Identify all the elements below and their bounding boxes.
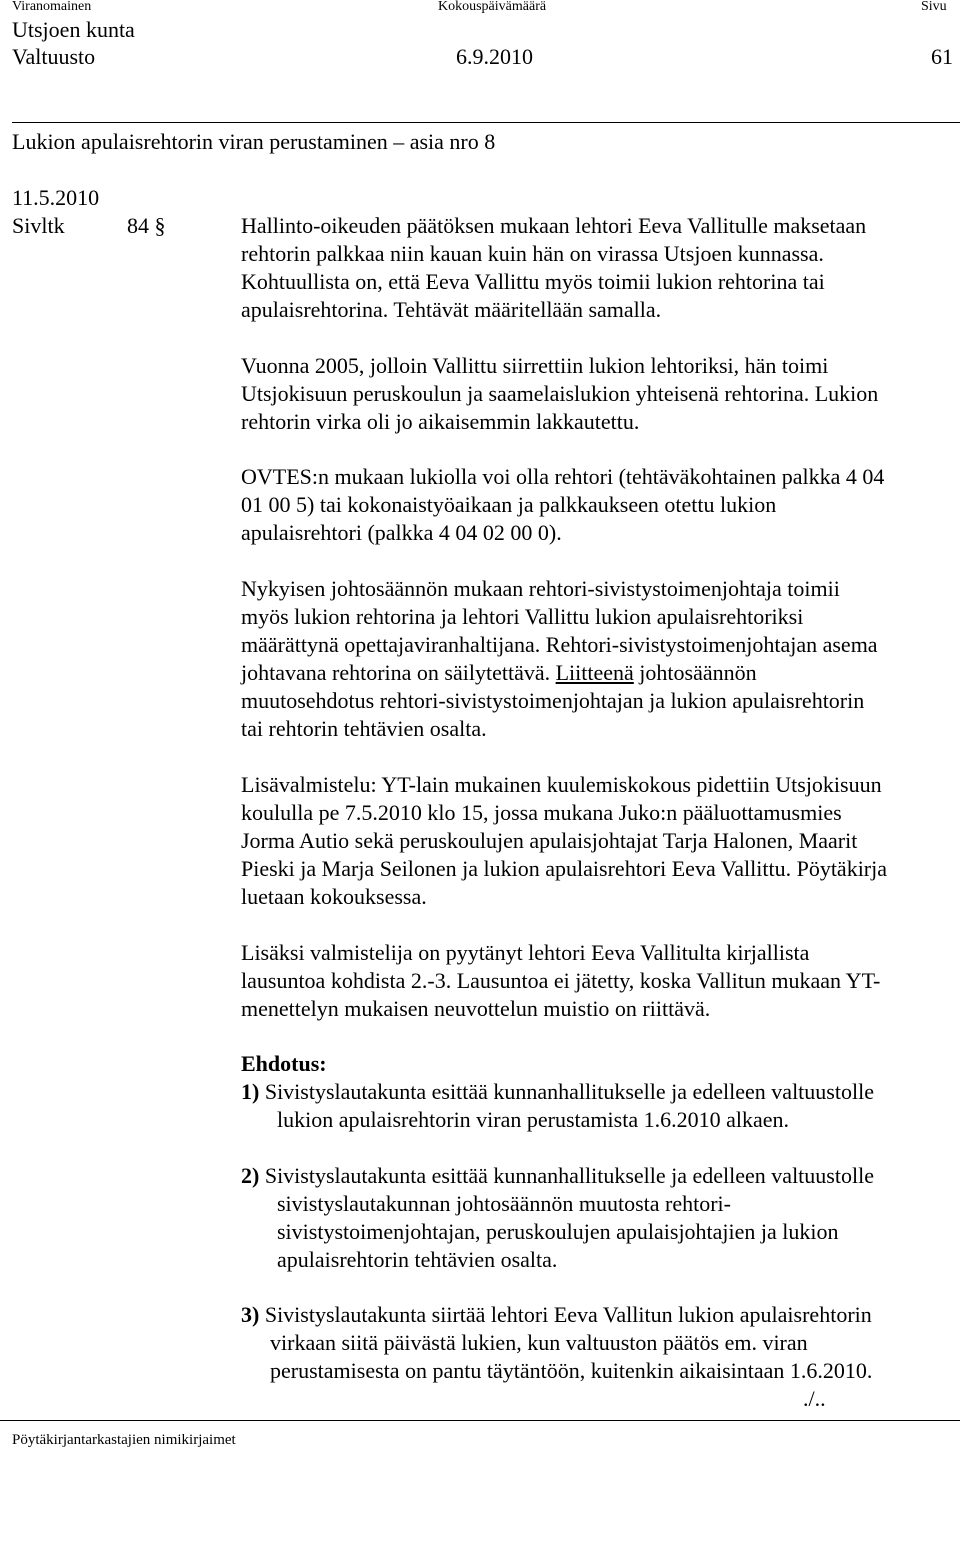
text-line: perustamisesta on pantu täytäntöön, kuitenkin aikaisintaan 1.6.2010. — [270, 1358, 873, 1383]
text-line: lausuntoa kohdista 2.-3. Lausuntoa ei jätetty, koska Vallitun mukaan YT- — [241, 968, 881, 993]
text-line: sivistystoimenjohtajan, peruskoulujen apulaisjohtajien ja lukion — [277, 1219, 839, 1244]
text-line: muutosehdotus rehtori-sivistystoimenjohtajan ja lukion apulaisrehtorin — [241, 688, 865, 713]
item-number: 1) — [241, 1079, 260, 1104]
section-number: 84 § — [127, 213, 166, 238]
text-line — [241, 1162, 960, 1190]
meeting-date: 6.9.2010 — [456, 44, 533, 69]
item-number: 3) — [241, 1302, 260, 1327]
text-line: apulaisrehtorina. Tehtävät määritellään samalla. — [241, 297, 662, 322]
text-line: Kohtuullista on, että Eeva Vallittu myös toimii lukion rehtorina tai — [241, 269, 825, 294]
municipality-name: Utsjoen kunta — [12, 17, 135, 42]
text-line: luetaan kokouksessa. — [241, 884, 427, 909]
text-line: sivistyslautakunnan johtosäännön muutosta rehtori- — [277, 1191, 731, 1216]
text-line: Lisävalmistelu: YT-lain mukainen kuulemiskokous pidettiin Utsjokisuun — [241, 772, 882, 797]
text-line: Pieski ja Marja Seilonen ja lukion apulaisrehtori Eeva Vallittu. Pöytäkirja — [241, 856, 888, 881]
text-segment: johtavana rehtorina on säilytettävä. — [241, 660, 551, 685]
proposal-item-3 — [241, 1301, 960, 1385]
text-segment: Sivistyslautakunta esittää kunnanhallitukselle ja edelleen valtuustolle — [264, 1079, 874, 1104]
header-label-date: Kokouspäivämäärä — [438, 0, 547, 14]
text-line: lukion apulaisrehtorin viran perustamista 1.6.2010 alkaen. — [277, 1107, 789, 1132]
body-name: Valtuusto — [12, 44, 96, 69]
text-line: myös lukion rehtorina ja lehtori Vallittu lukion apulaisrehtoriksi — [241, 604, 804, 629]
proposal-heading: Ehdotus: — [241, 1051, 327, 1076]
header-rule — [12, 122, 960, 123]
text-line: määrättynä opettajaviranhaltijana. Rehtori-sivistystoimenjohtajan asema — [241, 632, 878, 657]
text-segment: Sivistyslautakunta siirtää lehtori Eeva Vallitun lukion apulaisrehtorin — [264, 1302, 872, 1327]
text-line: menettelyn mukaisen neuvottelun muistio on riittävä. — [241, 996, 711, 1021]
text-line: virkaan siitä päivästä lukien, kun valtuuston päätös em. viran — [270, 1330, 808, 1355]
header-label-authority: Viranomainen — [12, 0, 92, 14]
footer-rule — [0, 1420, 960, 1421]
signatures-label: Pöytäkirjantarkastajien nimikirjaimet — [12, 1432, 236, 1448]
proposal-item-2 — [241, 1162, 960, 1274]
earlier-meeting-date: 11.5.2010 — [12, 185, 100, 210]
text-line — [241, 1301, 960, 1329]
paragraph-6 — [241, 939, 956, 1023]
text-line: apulaisrehtori (palkka 4 04 02 00 0). — [241, 520, 562, 545]
topic-title: Lukion apulaisrehtorin viran perustaminen – asia nro 8 — [12, 129, 496, 154]
header-label-page: Sivu — [921, 0, 947, 14]
text-line: rehtorin palkkaa niin kauan kuin hän on virassa Utsjoen kunnassa. — [241, 241, 824, 266]
text-line: koululla pe 7.5.2010 klo 15, jossa mukana Juko:n pääluottamusmies — [241, 800, 842, 825]
continuation-mark: ./.. — [803, 1386, 826, 1411]
text-line: tai rehtorin tehtävien osalta. — [241, 716, 487, 741]
paragraph-1 — [241, 212, 956, 324]
item-number: 2) — [241, 1163, 260, 1188]
paragraph-3 — [241, 463, 956, 547]
text-line: apulaisrehtorin tehtävien osalta. — [277, 1247, 558, 1272]
text-segment: johtosäännön — [639, 660, 757, 685]
text-line: Lisäksi valmistelija on pyytänyt lehtori Eeva Vallitulta kirjallista — [241, 940, 810, 965]
text-line: Nykyisen johtosäännön mukaan rehtori-sivistystoimenjohtaja toimii — [241, 576, 840, 601]
text-segment: Sivistyslautakunta esittää kunnanhallitukselle ja edelleen valtuustolle — [264, 1163, 874, 1188]
text-line — [241, 659, 956, 687]
text-line: Hallinto-oikeuden päätöksen mukaan lehtori Eeva Vallitulle maksetaan — [241, 213, 867, 238]
text-line: Utsjokisuun peruskoulun ja saamelaislukion yhteisenä rehtorina. Lukion — [241, 381, 879, 406]
text-line — [241, 1078, 960, 1106]
paragraph-2 — [241, 352, 956, 436]
attachment-link[interactable]: Liitteenä — [555, 660, 634, 685]
paragraph-4 — [241, 575, 956, 743]
paragraph-5 — [241, 771, 956, 911]
text-line: 01 00 5) tai kokonaistyöaikaan ja palkkaukseen otettu lukion — [241, 492, 777, 517]
text-line: rehtorin virka oli jo aikaisemmin lakkautettu. — [241, 409, 640, 434]
text-line: OVTES:n mukaan lukiolla voi olla rehtori (tehtäväkohtainen palkka 4 04 — [241, 464, 885, 489]
proposal-item-1 — [241, 1078, 960, 1134]
text-line: Vuonna 2005, jolloin Vallittu siirrettiin lukion lehtoriksi, hän toimi — [241, 353, 829, 378]
committee-name: Sivltk — [12, 213, 65, 238]
page-number: 61 — [931, 44, 953, 69]
text-line: Jorma Autio sekä peruskoulujen apulaisjohtajat Tarja Halonen, Maarit — [241, 828, 858, 853]
